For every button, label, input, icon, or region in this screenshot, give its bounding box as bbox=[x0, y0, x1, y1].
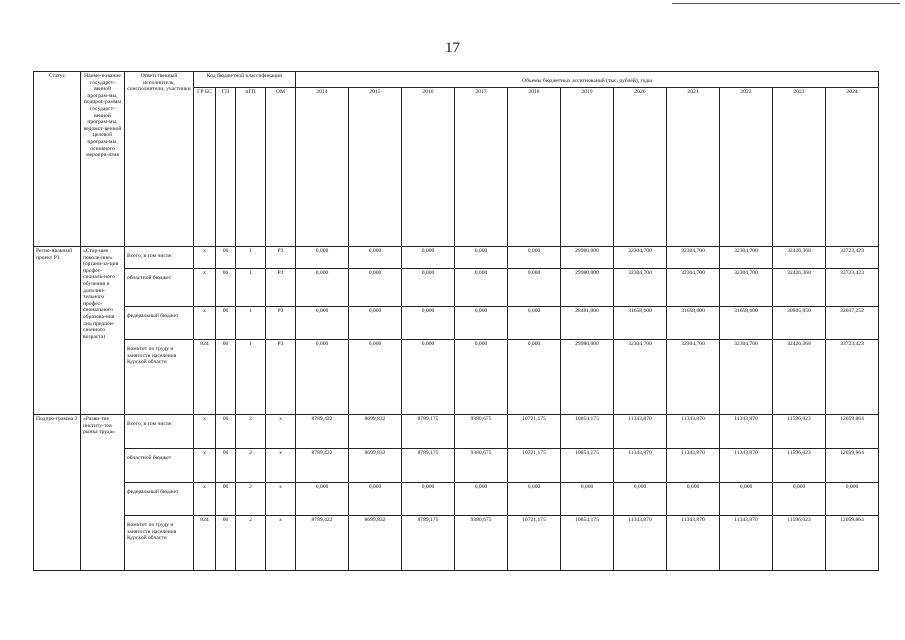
table-row bbox=[34, 483, 879, 516]
row-code-grbs: 824 bbox=[194, 516, 216, 571]
header-year: 2017 bbox=[455, 88, 508, 247]
header-year: 2019 bbox=[561, 88, 614, 247]
row-value-2015: 0,000 bbox=[349, 483, 402, 516]
header-status: Статус bbox=[34, 72, 81, 247]
row-value-2015: 0,000 bbox=[349, 269, 402, 307]
row-status: Подпро-грамма 2 bbox=[34, 415, 81, 571]
row-value-2014: 0,000 bbox=[296, 340, 349, 415]
row-code-pgp: 1 bbox=[236, 269, 266, 307]
row-value-2014: 0,000 bbox=[296, 307, 349, 340]
row-value-2021: 32304,700 bbox=[667, 247, 720, 269]
row-code-pgp: 1 bbox=[236, 307, 266, 340]
table-row bbox=[34, 340, 879, 415]
row-value-2022: 32304,700 bbox=[720, 340, 773, 415]
row-value-2016: 8789,175 bbox=[402, 516, 455, 571]
row-value-2018: 10721,175 bbox=[508, 449, 561, 483]
row-value-2023: 0,000 bbox=[773, 483, 826, 516]
row-code-grbs: x bbox=[194, 247, 216, 269]
row-value-2022: 31658,600 bbox=[720, 307, 773, 340]
row-value-2024: 0,000 bbox=[826, 483, 879, 516]
row-code-gp: 06 bbox=[216, 340, 236, 415]
header-year: 2021 bbox=[667, 88, 720, 247]
row-value-2014: 0,000 bbox=[296, 483, 349, 516]
row-value-2022: 0,000 bbox=[720, 483, 773, 516]
row-code-pgp: 2 bbox=[236, 415, 266, 449]
row-responsible: Комитет по труду и занятости населения Курской области bbox=[125, 516, 194, 571]
row-value-2018: 0,000 bbox=[508, 269, 561, 307]
row-value-2014: 8789,422 bbox=[296, 415, 349, 449]
row-value-2018: 0,000 bbox=[508, 483, 561, 516]
row-value-2015: 0,000 bbox=[349, 307, 402, 340]
row-value-2019: 10854,175 bbox=[561, 415, 614, 449]
row-code-pgp: 2 bbox=[236, 516, 266, 571]
row-value-2022: 32304,700 bbox=[720, 247, 773, 269]
row-value-2017: 0,000 bbox=[455, 247, 508, 269]
header-code-col: ОМ bbox=[266, 88, 296, 247]
row-code-gp: 06 bbox=[216, 269, 236, 307]
row-code-grbs: x bbox=[194, 307, 216, 340]
row-value-2017: 0,000 bbox=[455, 340, 508, 415]
header-code-col: ГР БС bbox=[194, 88, 216, 247]
row-responsible: областной бюджет bbox=[125, 269, 194, 307]
row-code-om: x bbox=[266, 516, 296, 571]
row-code-gp: 06 bbox=[216, 516, 236, 571]
row-code-gp: 06 bbox=[216, 449, 236, 483]
row-value-2023: 32426,368 bbox=[773, 247, 826, 269]
row-value-2018: 10721,175 bbox=[508, 415, 561, 449]
row-value-2014: 8789,422 bbox=[296, 516, 349, 571]
row-code-om: Р3 bbox=[266, 340, 296, 415]
row-value-2014: 0,000 bbox=[296, 269, 349, 307]
row-code-om: x bbox=[266, 449, 296, 483]
row-value-2020: 32304,700 bbox=[614, 269, 667, 307]
row-value-2024: 33723,423 bbox=[826, 247, 879, 269]
row-value-2015: 0,000 bbox=[349, 247, 402, 269]
row-code-pgp: 1 bbox=[236, 247, 266, 269]
row-value-2021: 0,000 bbox=[667, 483, 720, 516]
row-program-name: «Стар-шее поколе-ние» (органи-за-ция профес-сиональ-ного обучения и дополни-тельного профес-сионального образова-ния лиц предпен-сионного возраста) bbox=[81, 247, 125, 415]
row-value-2018: 0,000 bbox=[508, 247, 561, 269]
row-value-2022: 32304,700 bbox=[720, 269, 773, 307]
row-value-2020: 11343,870 bbox=[614, 415, 667, 449]
table-row bbox=[34, 307, 879, 340]
row-value-2020: 0,000 bbox=[614, 483, 667, 516]
header-code-col: пГП bbox=[236, 88, 266, 247]
row-value-2024: 33723,423 bbox=[826, 269, 879, 307]
header-year: 2015 bbox=[349, 88, 402, 247]
row-code-pgp: 2 bbox=[236, 483, 266, 516]
header-year: 2020 bbox=[614, 88, 667, 247]
row-code-om: Р3 bbox=[266, 269, 296, 307]
row-value-2023: 30805,050 bbox=[773, 307, 826, 340]
row-value-2020: 11343,870 bbox=[614, 516, 667, 571]
table-row bbox=[34, 269, 879, 307]
row-code-grbs: x bbox=[194, 483, 216, 516]
row-value-2015: 8699,832 bbox=[349, 449, 402, 483]
row-code-om: Р3 bbox=[266, 247, 296, 269]
header-responsible: Ответственный исполнитель, соисполнители, участники bbox=[125, 72, 194, 247]
row-value-2021: 32304,700 bbox=[667, 340, 720, 415]
row-value-2015: 0,000 bbox=[349, 340, 402, 415]
row-value-2022: 11343,870 bbox=[720, 449, 773, 483]
header-year: 2024 bbox=[826, 88, 879, 247]
header-year: 2018 bbox=[508, 88, 561, 247]
row-value-2019: 10854,175 bbox=[561, 516, 614, 571]
row-code-gp: 06 bbox=[216, 307, 236, 340]
row-value-2021: 31658,600 bbox=[667, 307, 720, 340]
row-code-gp: 06 bbox=[216, 415, 236, 449]
row-value-2022: 11343,870 bbox=[720, 516, 773, 571]
header-code-col: ГП bbox=[216, 88, 236, 247]
row-value-2024: 12059,864 bbox=[826, 415, 879, 449]
row-responsible: областной бюджет bbox=[125, 449, 194, 483]
row-value-2017: 9380,675 bbox=[455, 415, 508, 449]
row-value-2023: 11596,023 bbox=[773, 516, 826, 571]
header-year: 2023 bbox=[773, 88, 826, 247]
row-value-2018: 0,000 bbox=[508, 340, 561, 415]
row-value-2021: 11343,870 bbox=[667, 516, 720, 571]
row-value-2021: 11343,870 bbox=[667, 415, 720, 449]
row-value-2020: 32304,700 bbox=[614, 340, 667, 415]
row-value-2021: 11343,870 bbox=[667, 449, 720, 483]
row-program-name: «Разви-тие институ-тов рынка труда» bbox=[81, 415, 125, 571]
header-year: 2014 bbox=[296, 88, 349, 247]
row-value-2018: 10721,175 bbox=[508, 516, 561, 571]
row-value-2017: 0,000 bbox=[455, 269, 508, 307]
row-value-2017: 9380,675 bbox=[455, 449, 508, 483]
header-year: 2016 bbox=[402, 88, 455, 247]
row-responsible: федеральный бюджет bbox=[125, 307, 194, 340]
row-status: Регио-нальный проект Р3 bbox=[34, 247, 81, 415]
row-value-2020: 31658,600 bbox=[614, 307, 667, 340]
row-responsible: Всего, в том числе: bbox=[125, 415, 194, 449]
row-code-pgp: 2 bbox=[236, 449, 266, 483]
row-value-2016: 8789,175 bbox=[402, 415, 455, 449]
row-value-2016: 0,000 bbox=[402, 269, 455, 307]
header-name: Наиме-нование государст-венной програм-мы, подпрог-раммы государст-венной програм-мы, ведомст-венной целевой програм-мы, основного меропри-ятия bbox=[81, 72, 125, 247]
row-value-2019: 29980,000 bbox=[561, 269, 614, 307]
row-responsible: федеральный бюджет bbox=[125, 483, 194, 516]
row-responsible: Всего, в том числе: bbox=[125, 247, 194, 269]
row-value-2024: 12059,864 bbox=[826, 449, 879, 483]
row-value-2019: 29980,000 bbox=[561, 340, 614, 415]
row-code-gp: 06 bbox=[216, 247, 236, 269]
top-rule bbox=[672, 3, 900, 4]
row-code-grbs: 824 bbox=[194, 340, 216, 415]
row-value-2016: 0,000 bbox=[402, 307, 455, 340]
row-code-om: x bbox=[266, 483, 296, 516]
row-value-2017: 9380,675 bbox=[455, 516, 508, 571]
row-value-2016: 0,000 bbox=[402, 247, 455, 269]
table-row bbox=[34, 247, 879, 269]
row-value-2019: 29980,000 bbox=[561, 247, 614, 269]
row-value-2023: 11596,023 bbox=[773, 449, 826, 483]
row-code-grbs: x bbox=[194, 449, 216, 483]
row-value-2015: 8699,832 bbox=[349, 415, 402, 449]
row-code-gp: 06 bbox=[216, 483, 236, 516]
row-value-2019: 0,000 bbox=[561, 483, 614, 516]
row-value-2024: 33723,423 bbox=[826, 340, 879, 415]
header-year: 2022 bbox=[720, 88, 773, 247]
row-value-2014: 8789,422 bbox=[296, 449, 349, 483]
row-responsible: Комитет по труду и занятости населения Курской области bbox=[125, 340, 194, 415]
row-value-2017: 0,000 bbox=[455, 483, 508, 516]
page-number: 17 bbox=[445, 40, 460, 56]
row-value-2022: 11343,870 bbox=[720, 415, 773, 449]
table-row bbox=[34, 449, 879, 483]
row-value-2019: 28481,000 bbox=[561, 307, 614, 340]
row-value-2014: 0,000 bbox=[296, 247, 349, 269]
row-code-pgp: 1 bbox=[236, 340, 266, 415]
row-value-2024: 32037,252 bbox=[826, 307, 879, 340]
row-value-2016: 8789,175 bbox=[402, 449, 455, 483]
row-value-2023: 11596,023 bbox=[773, 415, 826, 449]
row-value-2016: 0,000 bbox=[402, 340, 455, 415]
row-code-grbs: x bbox=[194, 415, 216, 449]
row-value-2021: 32304,700 bbox=[667, 269, 720, 307]
row-value-2020: 11343,870 bbox=[614, 449, 667, 483]
header-volumes: Объемы бюджетных ассигнований (тыс. рублей), годы bbox=[296, 72, 879, 88]
table-row bbox=[34, 415, 879, 449]
budget-table bbox=[33, 71, 879, 571]
row-value-2017: 0,000 bbox=[455, 307, 508, 340]
row-value-2020: 32304,700 bbox=[614, 247, 667, 269]
row-value-2023: 32426,368 bbox=[773, 340, 826, 415]
row-value-2019: 10854,175 bbox=[561, 449, 614, 483]
row-code-om: x bbox=[266, 415, 296, 449]
row-code-om: Р3 bbox=[266, 307, 296, 340]
row-value-2024: 12059,864 bbox=[826, 516, 879, 571]
row-value-2016: 0,000 bbox=[402, 483, 455, 516]
row-code-grbs: x bbox=[194, 269, 216, 307]
row-value-2023: 32426,368 bbox=[773, 269, 826, 307]
row-value-2018: 0,000 bbox=[508, 307, 561, 340]
table-row bbox=[34, 516, 879, 571]
row-value-2015: 8699,832 bbox=[349, 516, 402, 571]
header-budget-code: Код бюджетной классификации bbox=[194, 72, 296, 88]
table-body bbox=[34, 247, 879, 571]
